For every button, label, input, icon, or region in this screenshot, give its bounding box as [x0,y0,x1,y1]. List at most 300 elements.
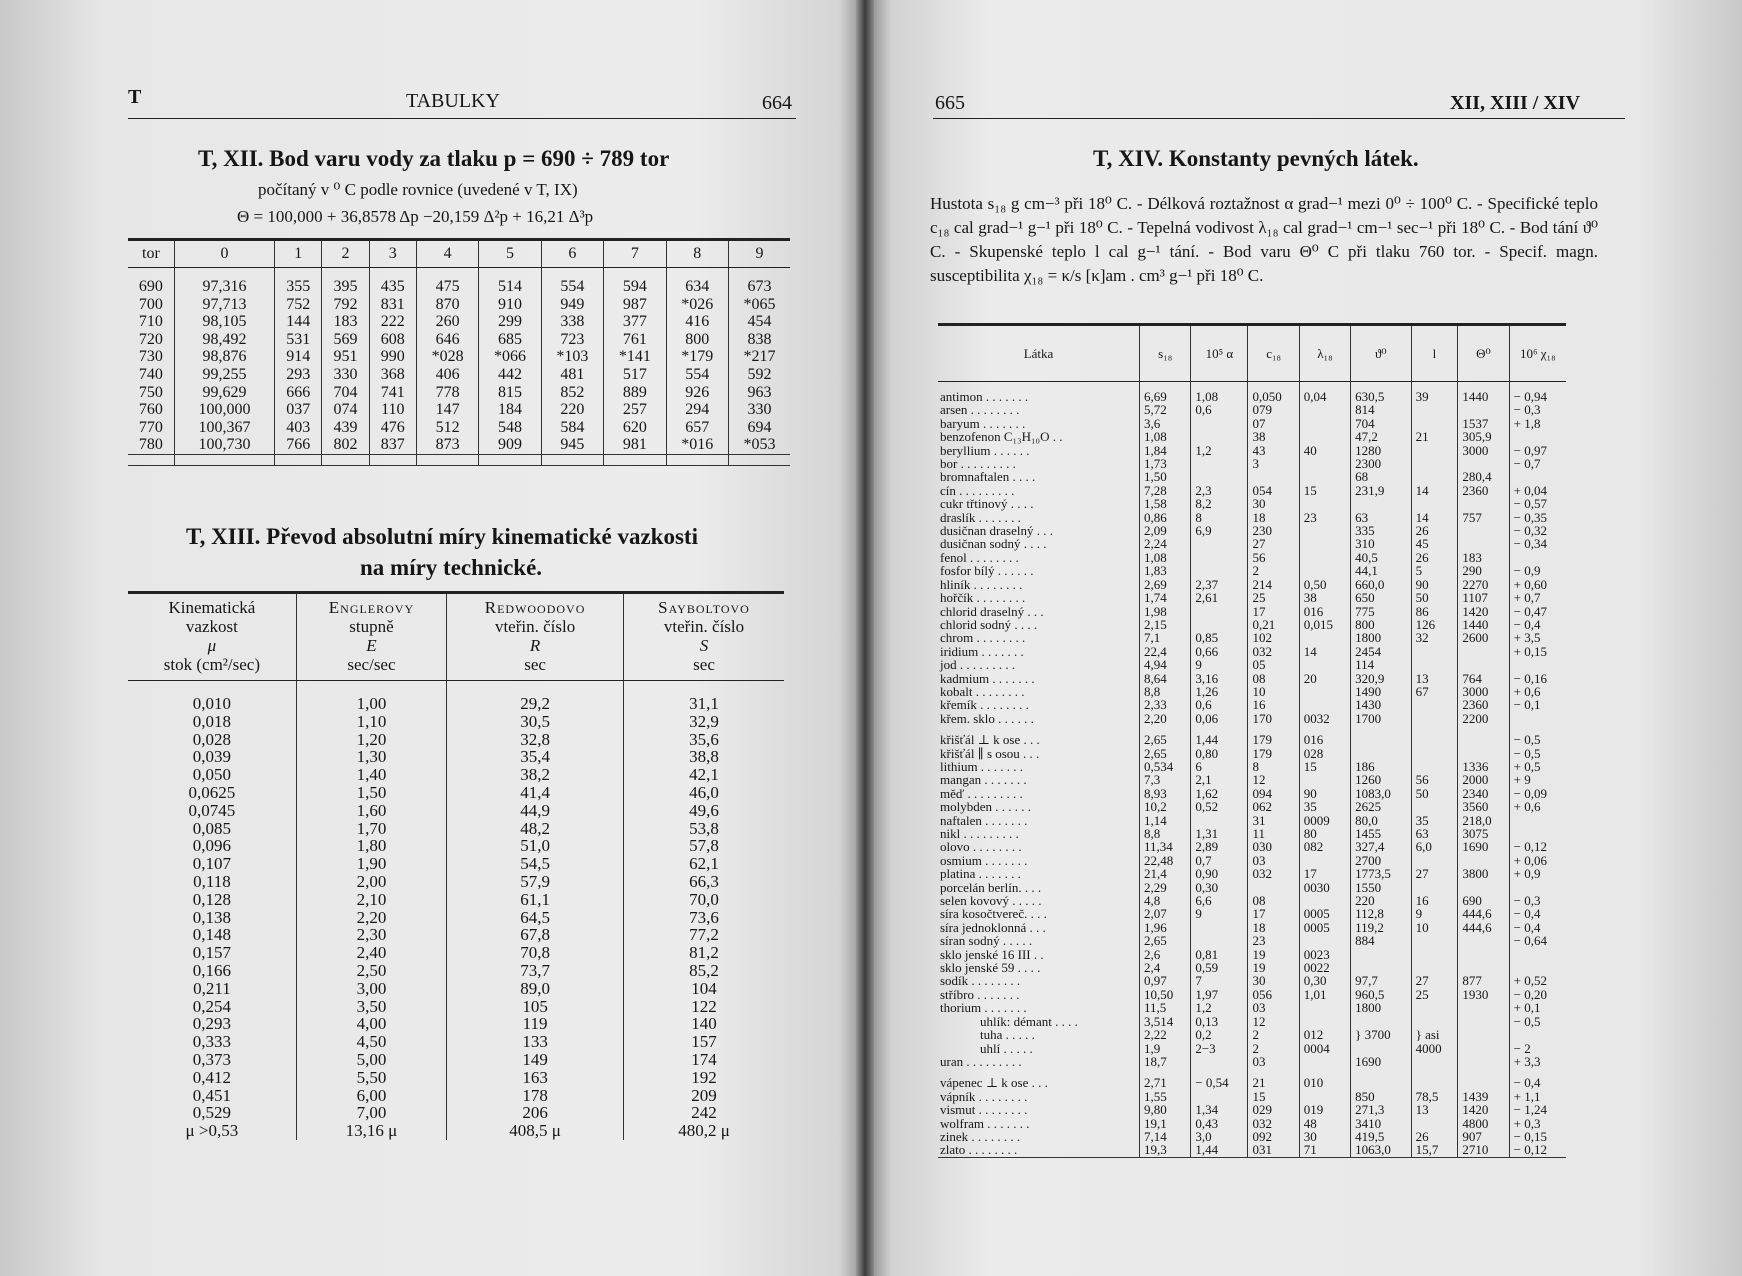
t13-cell: 0,157 [192,943,232,963]
t13-cell: 0,293 [192,1014,232,1034]
page-number-left: 664 [762,92,792,114]
t14-cell: 19 [1248,961,1299,974]
t13-cell: 70,0 [624,891,784,909]
t14-cell: 6,9 [1191,524,1248,537]
t13-body [128,681,784,1140]
t14-cell: 335 [1351,524,1412,537]
t13-row [128,980,784,998]
header-rule-right [933,118,1625,119]
t14-cell: 850 [1351,1090,1412,1103]
t12-cell: 657 [666,419,728,437]
t12-cell: 852 [541,384,603,402]
t12-cell: 355 [275,278,322,296]
t12-row [128,278,790,296]
t13-cell: 104 [624,980,784,998]
t12-cell: 260 [416,313,478,331]
t14-cell [1351,747,1412,760]
t14-cell: 14 [1299,645,1350,658]
t14-cell [1509,1028,1566,1041]
t14-cell: 2,09 [1140,524,1191,537]
t14-substance: kobalt . . . . . . . . [940,683,1025,699]
t13-row [128,695,784,713]
t13-cell: 174 [624,1051,784,1069]
t12-cell: 99,255 [174,366,274,384]
t14-cell: 2600 [1458,631,1509,644]
t14-cell: 15 [1299,484,1350,497]
t14-cell [1509,961,1566,974]
t13-cell: 163 [447,1069,624,1087]
gap-cell [666,454,728,465]
t14-cell: 0,86 [1140,511,1191,524]
t14-cell: 11 [1248,827,1299,840]
t14-cell [1191,564,1248,577]
t13-cell: 0,118 [193,871,231,891]
t14-cell: 68 [1351,470,1412,483]
t14-cell [1299,631,1350,644]
t14-cell [1411,760,1458,773]
t14-cell: 029 [1248,1103,1299,1116]
t14-cell: 1,73 [1140,457,1191,470]
t12-row [128,384,790,402]
t14-cell: − 2 [1509,1042,1566,1055]
t14-cell: − 0,4 [1509,1076,1566,1089]
t14-cell: 32 [1411,631,1458,644]
t14-cell [1411,658,1458,671]
t12-header-row [128,240,790,268]
t13-cell: 1,00 [296,695,446,713]
page-number-right: 665 [935,92,965,114]
t14-cell: − 0,35 [1509,511,1566,524]
gap-cell [479,268,541,279]
t14-substance: kadmium . . . . . . . [940,670,1035,686]
t12-cell: 909 [479,436,541,454]
t14-cell: 4,8 [1140,894,1191,907]
t13-row [128,855,784,873]
t12-cell: 475 [416,278,478,296]
t14-cell: 320,9 [1351,672,1412,685]
t14-cell: 327,4 [1351,840,1412,853]
t14-cell: 2,65 [1140,733,1191,746]
t13-cell: 38,2 [447,766,624,784]
t13-cell: 46,0 [624,784,784,802]
t14-cell: + 0,9 [1509,867,1566,880]
t14-cell [1299,430,1350,443]
t14-col-header: ϑ⁰ [1351,325,1412,382]
gap-cell [275,268,322,279]
gap-cell [322,454,369,465]
t13-cell: 73,6 [624,909,784,927]
t13-cell: 7,00 [296,1104,446,1122]
t12-cell: 910 [479,296,541,314]
t12-row [128,313,790,331]
t13-cell: 89,0 [447,980,624,998]
t14-cell [1191,470,1248,483]
t14-row [938,1103,1566,1116]
t14-cell: 016 [1299,733,1350,746]
t14-substance: uhlík: démant . . . . [980,1013,1078,1029]
t14-substance: sodík . . . . . . . . [940,973,1021,989]
t14-cell [1458,961,1509,974]
t14-cell: 19 [1248,948,1299,961]
t14-cell: 102 [1248,631,1299,644]
t14-cell [1411,934,1458,947]
t14-cell: − 0,12 [1509,840,1566,853]
t14-cell: 2,33 [1140,698,1191,711]
t14-cell: 1,26 [1191,685,1248,698]
t14-cell: 39 [1411,390,1458,403]
t13-cell: 54,5 [447,855,624,873]
t13-cell: 2,50 [296,962,446,980]
t13-row [128,766,784,784]
t14-substance: fenol . . . . . . . . [940,549,1019,565]
t14-cell [1509,814,1566,827]
t14-cell: + 0,06 [1509,854,1566,867]
t13-cell: 77,2 [624,926,784,944]
t14-cell [1411,417,1458,430]
t13-cell: 4,00 [296,1015,446,1033]
t14-cell: 80,0 [1351,814,1412,827]
t14-cell [1509,470,1566,483]
t14-cell: 86 [1411,605,1458,618]
t13-cell: 0,373 [192,1049,232,1069]
t13-cell: 192 [624,1069,784,1087]
t14-cell: 010 [1299,1076,1350,1089]
t12-cell: 685 [479,331,541,349]
t13-row [128,1069,784,1087]
t13-title-line1: T, XIII. Převod absolutní míry kinematické vazkosti [186,524,698,549]
t14-row [938,403,1566,416]
t13-cell: 41,4 [447,784,624,802]
t14-cell: 2,4 [1140,961,1191,974]
t13-cell: 64,5 [447,909,624,927]
t12-cell: *217 [728,348,790,366]
t14-cell: 271,3 [1351,1103,1412,1116]
t14-cell: 019 [1299,1103,1350,1116]
t14-cell: − 0,15 [1509,1130,1566,1143]
t14-title: T, XIV. Konstanty pevných látek. [1093,146,1419,171]
t14-cell: 5 [1411,564,1458,577]
t14-substance: olovo . . . . . . . . [940,839,1022,855]
t12-col-header: 6 [541,240,603,268]
t14-cell: 0,85 [1191,631,1248,644]
t14-cell: 2,61 [1191,591,1248,604]
t14-cell: 1700 [1351,712,1412,725]
t14-cell: 031 [1248,1143,1299,1157]
t14-row [938,827,1566,840]
t14-cell: 2340 [1458,787,1509,800]
t14-cell: 1336 [1458,760,1509,773]
t14-cell: 030 [1248,840,1299,853]
t14-cell [1411,1001,1458,1014]
t14-cell: 0,13 [1191,1015,1248,1028]
t12-col-header: 5 [479,240,541,268]
t14-cell: 1083,0 [1351,787,1412,800]
t14-cell: + 9 [1509,773,1566,786]
t14-cell: 6,69 [1140,390,1191,403]
t14-cell: 03 [1248,1001,1299,1014]
t14-substance: cukr třtinový . . . . [940,496,1034,512]
t12-cell: 752 [275,296,322,314]
t13-row [128,926,784,944]
t14-cell: 17 [1299,867,1350,880]
t14-row [938,840,1566,853]
t12-cell: 98,876 [174,348,274,366]
t14-cell: − 0,5 [1509,747,1566,760]
t14-cell: 1,84 [1140,444,1191,457]
t13-cell: 178 [447,1087,624,1105]
t14-cell: 0,50 [1299,578,1350,591]
t14-cell [1411,444,1458,457]
t14-cell: + 0,5 [1509,760,1566,773]
t13-cell: 1,40 [296,766,446,784]
t14-cell: + 3,3 [1509,1055,1566,1068]
t14-cell: 40,5 [1351,551,1412,564]
t14-cell [1248,470,1299,483]
t14-cell: − 0,4 [1509,921,1566,934]
t14-cell: 2,07 [1140,907,1191,920]
t12-col-header: 0 [174,240,274,268]
t14-cell: 1,83 [1140,564,1191,577]
t14-row [938,921,1566,934]
t14-cell: + 3,5 [1509,631,1566,644]
t14-cell: 80 [1299,827,1350,840]
t12-cell: 838 [728,331,790,349]
t14-substance: jod . . . . . . . . . [940,657,1016,673]
t13-cell: 1,30 [296,748,446,766]
t14-col-header: Látka [938,325,1140,382]
t14-row [938,605,1566,618]
t14-cell: 2,22 [1140,1028,1191,1041]
t14-cell: 2 [1248,1042,1299,1055]
t14-cell: 183 [1458,551,1509,564]
t14-cell: 3,514 [1140,1015,1191,1028]
t14-cell: 10 [1411,921,1458,934]
t14-row [938,1001,1566,1014]
t13-cell: 242 [624,1104,784,1122]
t14-cell: 23 [1248,934,1299,947]
t14-cell: 1,01 [1299,988,1350,1001]
t14-cell: 19,3 [1140,1143,1191,1157]
t14-cell: 2,89 [1191,840,1248,853]
t14-substance: hořčík . . . . . . . . [940,590,1026,606]
t14-cell: 8 [1248,760,1299,773]
t12-cell: 673 [728,278,790,296]
t14-substance: vismut . . . . . . . . [940,1102,1028,1118]
t13-header-line: sec [693,655,715,674]
t14-row [938,1042,1566,1055]
t12-cell: 704 [322,384,369,402]
t14-row [938,1130,1566,1143]
t14-cell: 47,2 [1351,430,1412,443]
t12-gap-row [128,454,790,465]
t14-cell: 8,93 [1140,787,1191,800]
t14-cell: 0,6 [1191,403,1248,416]
t14-cell: 0,66 [1191,645,1248,658]
t12-cell: *053 [728,436,790,454]
t14-cell: 1,74 [1140,591,1191,604]
t13-cell: 42,1 [624,766,784,784]
t12-cell: 416 [666,313,728,331]
t14-substance: porcelán berlín. . . . [940,879,1042,895]
t14-substance: chlorid sodný . . . . [940,616,1038,632]
t14-cell: 26 [1411,1130,1458,1143]
t14-cell: − 0,4 [1509,907,1566,920]
t12-cell: 293 [275,366,322,384]
t14-row [938,894,1566,907]
t14-cell: 2,3 [1191,484,1248,497]
t14-cell: + 0,52 [1509,974,1566,987]
t12-cell: 761 [604,331,666,349]
t13-row [128,1033,784,1051]
t14-row [938,1117,1566,1130]
t14-substance: síra jednoklonná . . . [940,919,1046,935]
t14-cell: − 0,5 [1509,1015,1566,1028]
t14-row [938,484,1566,497]
t12-cell: 778 [416,384,478,402]
t14-cell: 230 [1248,524,1299,537]
t14-row [938,907,1566,920]
t14-cell [1299,658,1350,671]
t14-substance: síra kosočtvereč. . . . [940,906,1047,922]
t13-row [128,909,784,927]
t14-cell [1411,712,1458,725]
t14-cell: 19,1 [1140,1117,1191,1130]
t14-cell: 3410 [1351,1117,1412,1130]
t14-cell [1458,747,1509,760]
t14-substance: vápenec ⊥ k ose . . . [940,1075,1048,1091]
t12-title: T, XII. Bod varu vody za tlaku p = 690 ÷ 789 tor [198,146,670,171]
t14-cell: 9 [1411,907,1458,920]
t13-row [128,748,784,766]
t14-cell [1191,1055,1248,1068]
t12-cell: 184 [479,401,541,419]
t14-cell: 50 [1411,591,1458,604]
t14-cell: 2270 [1458,578,1509,591]
t14-substance: draslík . . . . . . . [940,509,1021,525]
t14-substance: dusičnan sodný . . . . [940,536,1047,552]
t14-cell [1299,537,1350,550]
t14-substance: nikl . . . . . . . . . [940,826,1019,841]
t14-row [938,961,1566,974]
t14-cell [1248,881,1299,894]
t14-row [938,988,1566,1001]
t14-cell [1509,551,1566,564]
t14-cell: 1550 [1351,881,1412,894]
gap-cell [275,454,322,465]
t14-row [938,564,1566,577]
t12-cell: 403 [275,419,322,437]
t14-row [938,390,1566,403]
t14-cell: 0,90 [1191,867,1248,880]
t14-cell: 0,52 [1191,800,1248,813]
t12-row [128,366,790,384]
t14-cell [1191,457,1248,470]
t14-cell [1299,1015,1350,1028]
t14-substance: stříbro . . . . . . . [940,986,1020,1002]
t13-cell: 66,3 [624,873,784,891]
t14-cell: 25 [1248,591,1299,604]
t14-cell: 032 [1248,867,1299,880]
t14-substance: uhlí . . . . . [980,1040,1033,1056]
t14-cell: 1800 [1351,631,1412,644]
t12-cell: 100,730 [174,436,274,454]
t13-cell: 49,6 [624,802,784,820]
t13-cell: 2,00 [296,873,446,891]
t14-cell [1509,712,1566,725]
t13-cell: 85,2 [624,962,784,980]
t14-cell [1351,497,1412,510]
t14-cell: 8,8 [1140,827,1191,840]
t14-cell: 45 [1411,537,1458,550]
t12-cell: 780 [128,436,174,454]
t13-cell: μ >0,53 [185,1121,239,1141]
t14-cell: − 0,94 [1509,390,1566,403]
t14-cell: 7,28 [1140,484,1191,497]
t14-cell: 0,97 [1140,974,1191,987]
t14-cell: − 0,7 [1509,457,1566,470]
t12-cell: 914 [275,348,322,366]
t14-cell: 9,80 [1140,1103,1191,1116]
t14-cell: 08 [1248,672,1299,685]
t13-cell: 73,7 [447,962,624,980]
t14-cell: 2,37 [1191,578,1248,591]
t14-cell [1299,457,1350,470]
t12-cell: 147 [416,401,478,419]
t12-col-header: 2 [322,240,369,268]
t14-cell: 50 [1411,787,1458,800]
t13-row [128,837,784,855]
t13-header-row [128,593,784,681]
t14-cell [1299,1001,1350,1014]
t14-substance: zinek . . . . . . . . [940,1128,1021,1144]
t14-substance: platina . . . . . . . [940,866,1021,882]
t13-cell: 0,211 [193,978,231,998]
t12-col-header: 9 [728,240,790,268]
t14-substance: křišťál ∥ s osou . . . [940,745,1040,761]
t14-substance: síran sodný . . . . . [940,933,1033,949]
header-rule [128,118,796,119]
t14-cell: 775 [1351,605,1412,618]
t14-cell [1458,457,1509,470]
t14-cell: } 3700 [1351,1028,1412,1041]
t14-cell: 9 [1191,907,1248,920]
t13-header-line: vteřin. číslo [663,617,745,636]
t12-col-header: 1 [275,240,322,268]
t12-cell: 517 [604,366,666,384]
t14-cell: 11,5 [1140,1001,1191,1014]
t14-substance: hliník . . . . . . . . [940,576,1023,592]
t14-substance: křem. sklo . . . . . . [940,710,1034,726]
gap-cell [728,268,790,279]
t14-cell: 1,9 [1140,1042,1191,1055]
t14-cell [1458,497,1509,510]
t14-cell: 2−3 [1191,1042,1248,1055]
t12-cell: 294 [666,401,728,419]
t13-row [128,731,784,749]
t12-cell: 760 [138,401,163,419]
t14-cell: 012 [1299,1028,1350,1041]
t13-cell: 133 [447,1033,624,1051]
t14-cell: 0,6 [1191,698,1248,711]
t14-cell: 38 [1248,430,1299,443]
t13-cell: 0,451 [192,1085,232,1105]
t14-substance: arsen . . . . . . . . [940,402,1020,418]
t14-substance: antimon . . . . . . . [940,389,1029,404]
t12-row [128,436,790,454]
t14-cell: + 0,6 [1509,800,1566,813]
t13-header-line: Kinematická [168,598,256,617]
t13-cell: 157 [624,1033,784,1051]
